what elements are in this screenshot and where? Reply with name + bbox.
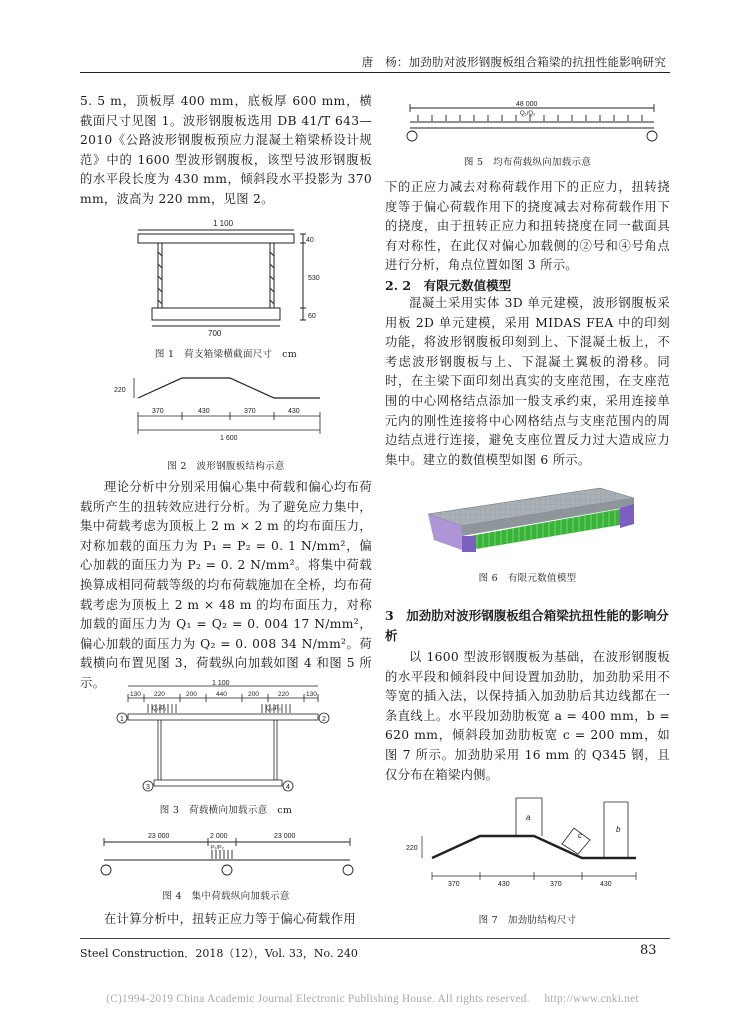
fig3-label: 4 — [286, 784, 290, 791]
left-paragraph-3: 在计算分析中，扭转正应力等于偏心荷载作用 — [104, 912, 356, 926]
fig3-label: Q₂/P₂ — [266, 706, 281, 712]
fig4-label: P₁/P₂ — [211, 845, 224, 851]
fig2-label: 370 — [244, 408, 256, 415]
figure-3-caption: 图 3 荷载横向加载示意 cm — [159, 805, 293, 816]
fig3-label: 130 — [306, 691, 317, 698]
figure-1-caption: 图 1 荷支箱梁横截面尺寸 cm — [154, 349, 298, 360]
fig2-label: 220 — [114, 387, 126, 394]
fig1-label: 60 — [308, 313, 316, 320]
fig7-label: 430 — [600, 881, 612, 888]
figure-2-caption: 图 2 波形钢腹板结构示意 — [167, 461, 285, 472]
fig7-label: 370 — [550, 881, 562, 888]
fig3-label: 200 — [186, 691, 197, 698]
left-paragraph-2: 理论分析中分别采用偏心集中荷载和偏心均布荷载所产生的扭转效应进行分析。为了避免应力集中，集中荷载考虑为顶板上 2 m × 2 m 的均布面压力，对称加载的面压力为 P₁ = P₂ = 0. 1 N/mm²，偏心加载的面压力为 P₂ = 0. 2 N/mm²。将集中荷载换算成相同荷载等级的均布荷载施加在全桥，均布荷载考虑为顶板上 2 m × 48 m 的均布面压力，对称加载的面压力为 Q₁ = Q₂ = 0. 004 17 N/mm²，偏心加载的面压力为 Q₂ = 0. 008 34 N/mm²。荷载横向布置见图 3，荷载纵向加载如图 4 和图 5 所示。 — [80, 480, 372, 690]
fig3-label: 130 — [130, 691, 141, 698]
fig7-label: b — [616, 825, 621, 834]
fig1-label: 530 — [308, 275, 320, 282]
figure-3-diagram — [108, 680, 340, 800]
journal-citation: Steel Construction．2018（12），Vol. 33，No. 240 — [80, 947, 358, 960]
figure-5-diagram — [398, 98, 666, 144]
fig3-label: 200 — [248, 691, 259, 698]
fig3-label: Q₁/P₁ — [152, 706, 167, 712]
figure-1-diagram — [118, 212, 330, 342]
fig2-label: 430 — [288, 408, 300, 415]
header-title: 唐 杨：加劲肋对波形钢腹板组合箱梁的抗扭性能影响研究 — [361, 55, 666, 69]
fig7-label: a — [526, 813, 531, 822]
right-paragraph-2: 混凝土采用实体 3D 单元建模，波形钢腹板采用板 2D 单元建模，采用 MIDAS FEA 中的印刻功能，将波形钢腹板印刻到上、下混凝土板上，不考虑波形钢腹板与上、下混凝土翼板的滑移。同时，在主梁下面印刻出真实的支座范围，在支座范围的中心网格结点添加一般支承约束，采用连接单元内的刚性连接将中心网格结点与支座范围内的周边结点进行连接，避免支座位置反力过大造成应力集中。建立的数值模型如图 6 所示。 — [385, 296, 670, 467]
fig4-label: 23 000 — [274, 833, 296, 840]
fig3-label: 440 — [216, 691, 227, 698]
section-2-2-heading: 2. 2 有限元数值模型 — [385, 278, 512, 293]
fig2-label: 430 — [198, 408, 210, 415]
fig5-label: 48 000 — [516, 101, 538, 108]
fig4-label: 23 000 — [148, 833, 170, 840]
fig7-label: c — [578, 831, 582, 840]
fig7-label: 220 — [406, 845, 418, 852]
fig3-label: 1 — [120, 716, 124, 723]
right-paragraph-1: 下的正应力减去对称荷载作用下的正应力，扭转挠度等于偏心荷载作用下的挠度减去对称荷载作用下的挠度，由于扭转正应力和扭转挠度在同一截面具有对称性，在此仅对偏心加载侧的②号和④号角点进行分析，角点位置如图 3 所示。 — [385, 180, 670, 273]
figure-5-caption: 图 5 均布荷载纵向加载示意 — [463, 157, 592, 168]
fig3-label: 220 — [154, 691, 165, 698]
footer-rule — [80, 938, 670, 939]
figure-6-fe-model — [420, 484, 640, 560]
figure-7-diagram — [398, 792, 666, 898]
copyright-notice: (C)1994-2019 China Academic Journal Electronic Publishing House. All rights reserved. http://www.cnki.net — [106, 993, 639, 1005]
figure-2-diagram — [108, 368, 340, 444]
fig2-label: 1 600 — [220, 435, 238, 442]
figure-4-caption: 图 4 集中荷载纵向加载示意 — [162, 891, 290, 902]
fig1-label: 700 — [208, 329, 222, 338]
fig4-label: 2 000 — [210, 833, 228, 840]
figure-7-caption: 图 7 加劲肋结构尺寸 — [478, 915, 577, 926]
right-paragraph-3: 以 1600 型波形钢腹板为基础，在波形钢腹板的水平段和倾斜段中间设置加劲肋，加劲肋采用不等宽的插入法，以保持插入加劲肋后其边线都在一条直线上。水平段加劲肋板宽 a = 400 mm，b = 620 mm，倾斜段加劲肋板宽 c = 200 mm，如图 7 所示。加劲肋采用 16 mm 的 Q345 钢，且仅分布在箱梁内侧。 — [385, 650, 670, 782]
page-number: 83 — [640, 943, 657, 958]
running-header — [80, 50, 670, 73]
section-3-heading: 3 加劲肋对波形钢腹板组合箱梁抗扭性能的影响分析 — [385, 608, 669, 643]
fig3-label: 1 100 — [212, 680, 230, 687]
fig3-label: 3 — [146, 784, 150, 791]
fig1-label: 1 100 — [213, 219, 234, 228]
left-paragraph-1: 5. 5 m，顶板厚 400 mm，底板厚 600 mm，横截面尺寸见图 1。波形钢腹板选用 DB 41/T 643—2010《公路波形钢腹板预应力混凝土箱梁桥设计规范》中的 1600 型波形钢腹板，该型号波形钢腹板的水平段长度为 430 mm，倾斜段水平投影为 370 mm，波高为 220 mm，见图 2。 — [80, 94, 372, 206]
fig3-label: 220 — [278, 691, 289, 698]
fig5-label: Q₁/Q₂ — [520, 111, 536, 117]
fig7-label: 370 — [448, 881, 460, 888]
figure-6-caption: 图 6 有限元数值模型 — [478, 573, 577, 584]
figure-4-diagram — [96, 828, 358, 880]
fig3-label: 2 — [322, 716, 326, 723]
fig1-label: 40 — [306, 237, 314, 244]
fig7-label: 430 — [498, 881, 510, 888]
fig2-label: 370 — [152, 408, 164, 415]
